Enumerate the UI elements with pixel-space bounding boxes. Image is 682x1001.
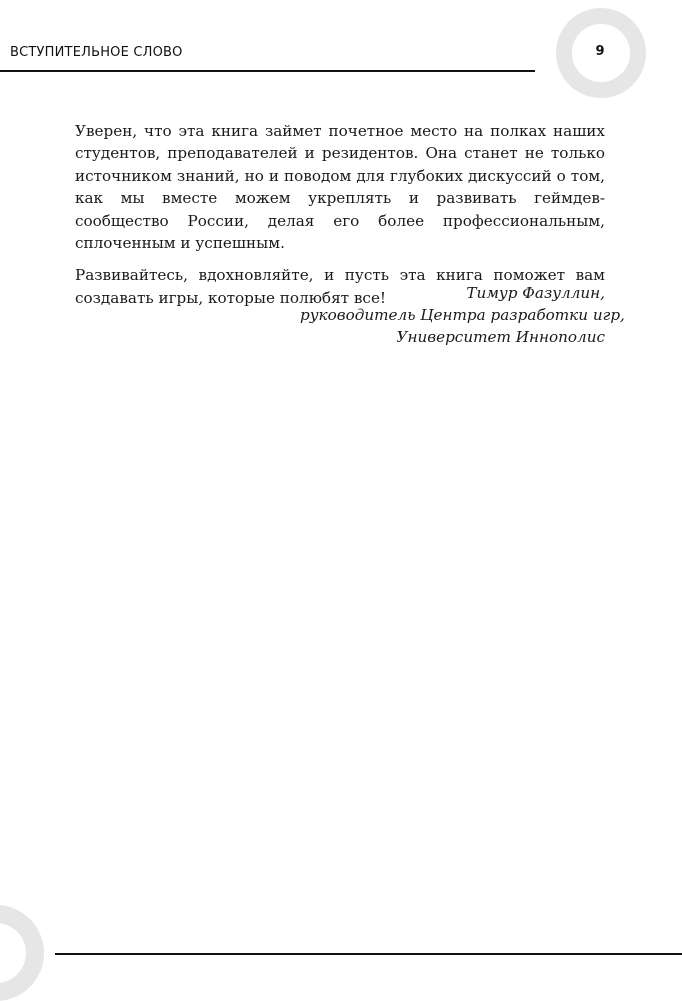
page-number: 9: [595, 44, 605, 59]
header-rule: [0, 70, 535, 72]
decorative-ring-bottom: [0, 905, 44, 1001]
paragraph-2: Развивайтесь, вдохновляйте, и пусть эта книга поможет вам создавать игры, которые полюбят все!: [75, 266, 605, 307]
paragraph-1: Уверен, что эта книга займет почетное место на полках наших студентов, преподавателей и резидентов. Она станет не только источником знаний, но и поводом для глубоких дискуссий о том, как мы вместе можем укреплять и развивать геймдев-сообщество России, делая его более профессиональным, сплоченным и успешным.: [75, 122, 605, 253]
footer-rule: [55, 953, 682, 955]
signature-name: Тимур Фазуллин,: [466, 284, 605, 302]
signature-organization: Университет Иннополис: [396, 328, 605, 346]
signature-block: [300, 282, 625, 348]
running-head: ВСТУПИТЕЛЬНОЕ СЛОВО: [10, 45, 183, 60]
signature-position: руководитель Центра разработки игр,: [300, 306, 625, 324]
